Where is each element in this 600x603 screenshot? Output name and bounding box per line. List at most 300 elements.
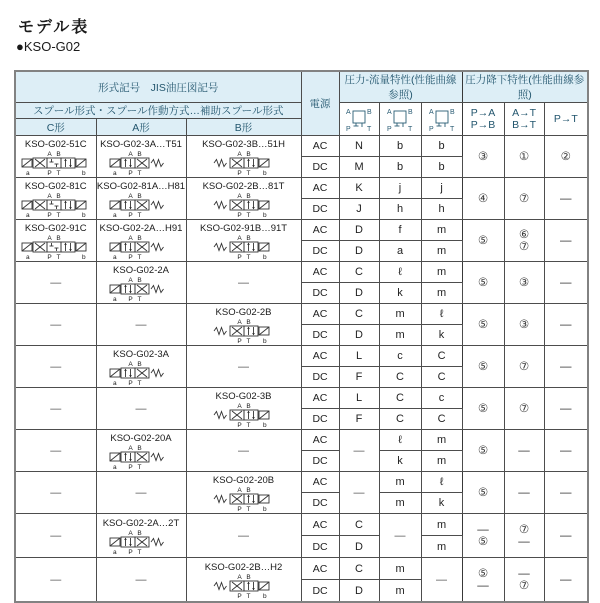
model-code: KSO-G02-2A…H91 [99, 222, 183, 234]
rating-p-to-ab: ⑤ [462, 388, 504, 430]
model-code: KSO-G02-2B…81T [202, 180, 285, 192]
model-cell-a [96, 472, 186, 514]
model-cell-a [96, 388, 186, 430]
model-code: KSO-G02-91C [24, 222, 87, 234]
power-label-dc: DC [301, 493, 339, 514]
svg-text:A: A [128, 360, 133, 368]
value-cell: m [421, 262, 462, 283]
svg-text:b: b [262, 592, 267, 599]
value-cell-merged: — [421, 558, 462, 603]
model-cell-c [15, 514, 96, 558]
svg-text:T: T [246, 337, 251, 344]
rating-ab-to-t: ⑦ [504, 388, 544, 430]
svg-text:B: B [245, 486, 251, 494]
svg-text:T: T [246, 421, 251, 428]
model-cell-a [96, 346, 186, 388]
svg-text:P: P [428, 126, 434, 133]
svg-text:T: T [246, 505, 251, 512]
value-cell: j [379, 178, 421, 199]
svg-text:P: P [387, 126, 392, 133]
empty-dash: — [50, 529, 62, 542]
empty-dash: — [238, 276, 250, 289]
empty-dash: — [238, 444, 250, 457]
empty-dash: — [50, 276, 62, 289]
svg-text:T: T [137, 379, 142, 386]
header-power: 電源 [301, 71, 339, 136]
value-cell-merged: — [379, 514, 421, 558]
svg-text:T: T [137, 253, 142, 260]
model-cell-b [186, 514, 301, 558]
svg-text:B: B [137, 529, 142, 537]
svg-text:B: B [408, 109, 413, 116]
rating-ab-to-t: — [504, 472, 544, 514]
svg-text:b: b [262, 505, 267, 512]
model-code: KSO-G02-81A…H81 [96, 180, 186, 192]
rating-p-to-ab: ④ [462, 178, 504, 220]
svg-text:A: A [47, 234, 52, 242]
value-cell: b [379, 136, 421, 157]
header-p-to-t: P→T [544, 103, 588, 136]
value-cell: b [421, 136, 462, 157]
empty-dash: — [50, 486, 62, 499]
svg-text:T: T [246, 253, 251, 260]
svg-text:B: B [137, 150, 142, 158]
header-col-a: A形 [96, 119, 186, 136]
rating-p-to-t: — [544, 430, 588, 472]
rating-p-to-ab: ⑤ [462, 346, 504, 388]
svg-text:T: T [408, 126, 413, 133]
rating-p-to-t: — [544, 514, 588, 558]
svg-text:B: B [245, 192, 251, 200]
svg-text:B: B [245, 573, 251, 581]
svg-text:T: T [137, 463, 142, 470]
value-cell: ℓ [379, 262, 421, 283]
svg-text:a: a [25, 211, 30, 218]
model-cell-c [15, 430, 96, 472]
model-cell-b [186, 304, 301, 346]
value-cell: c [379, 346, 421, 367]
rating-p-to-ab: ③ [462, 136, 504, 178]
page-title: モデル表 [18, 19, 90, 36]
power-label-ac: AC [301, 178, 339, 199]
value-cell: C [421, 346, 462, 367]
svg-text:B: B [245, 234, 251, 242]
value-cell: D [339, 325, 379, 346]
value-cell: b [421, 157, 462, 178]
svg-text:a: a [113, 463, 117, 470]
model-cell-b [186, 388, 301, 430]
value-cell: K [339, 178, 379, 199]
value-cell: a [379, 241, 421, 262]
svg-text:T: T [56, 253, 61, 260]
model-cell-b [186, 430, 301, 472]
value-cell: k [379, 451, 421, 472]
svg-text:B: B [137, 360, 142, 368]
model-cell-a [96, 178, 186, 220]
value-cell: m [379, 304, 421, 325]
power-label-dc: DC [301, 241, 339, 262]
model-code: KSO-G02-2A…2T [102, 517, 180, 529]
value-cell: J [339, 199, 379, 220]
rating-p-to-t: — [544, 220, 588, 262]
svg-text:P: P [236, 169, 242, 176]
svg-text:P: P [128, 548, 133, 555]
svg-text:A: A [128, 234, 133, 242]
series-subtitle [16, 39, 80, 54]
model-cell-c [15, 558, 96, 603]
value-cell: F [339, 367, 379, 388]
power-label-dc: DC [301, 325, 339, 346]
rating-p-to-ab: ⑤ [462, 304, 504, 346]
power-label-dc: DC [301, 451, 339, 472]
svg-text:B: B [449, 109, 455, 116]
value-cell: C [379, 367, 421, 388]
model-cell-a [96, 430, 186, 472]
rating-ab-to-t: ⑦ — [504, 514, 544, 558]
rating-p-to-t: — [544, 346, 588, 388]
model-cell-b [186, 472, 301, 514]
value-cell: C [339, 304, 379, 325]
svg-text:T: T [367, 126, 372, 133]
header-col-c: C形 [15, 119, 96, 136]
svg-text:P: P [236, 337, 242, 344]
power-label-ac: AC [301, 388, 339, 409]
svg-text:a: a [113, 211, 117, 218]
power-label-dc: DC [301, 199, 339, 220]
model-cell-b [186, 262, 301, 304]
value-cell: h [421, 199, 462, 220]
model-code: KSO-G02-3A [113, 348, 169, 360]
rating-ab-to-t: ⑦ [504, 178, 544, 220]
model-code: KSO-G02-91B…91T [199, 222, 288, 234]
svg-text:a: a [25, 169, 30, 176]
header-ab-to-t [504, 103, 544, 136]
value-cell-merged: — [339, 472, 379, 514]
value-cell: D [339, 283, 379, 304]
rating-ab-to-t: — ⑦ [504, 558, 544, 603]
svg-text:B: B [137, 444, 142, 452]
value-cell: f [379, 220, 421, 241]
model-cell-c [15, 220, 96, 262]
svg-text:b: b [262, 421, 267, 428]
svg-text:b: b [81, 211, 86, 218]
power-label-dc: DC [301, 536, 339, 558]
value-cell: m [421, 451, 462, 472]
model-cell-c [15, 472, 96, 514]
model-cell-c [15, 262, 96, 304]
svg-text:P: P [128, 253, 133, 260]
empty-dash: — [135, 573, 147, 586]
value-cell: C [339, 558, 379, 580]
value-cell: m [421, 514, 462, 536]
svg-text:b: b [262, 337, 267, 344]
svg-text:A: A [387, 109, 392, 116]
value-cell: L [339, 346, 379, 367]
svg-text:B: B [56, 234, 61, 242]
value-cell: F [339, 409, 379, 430]
model-cell-b [186, 558, 301, 603]
valve-symbol-icon [379, 103, 421, 136]
svg-text:A: A [236, 192, 242, 200]
svg-text:a: a [113, 295, 117, 302]
rating-ab-to-t: ⑥ ⑦ [504, 220, 544, 262]
svg-text:A: A [128, 192, 133, 200]
power-label-dc: DC [301, 283, 339, 304]
rating-ab-to-t: ③ [504, 262, 544, 304]
model-cell-a [96, 262, 186, 304]
empty-dash: — [50, 402, 62, 415]
value-cell: m [379, 325, 421, 346]
svg-text:P: P [128, 463, 133, 470]
model-cell-a [96, 304, 186, 346]
svg-text:B: B [245, 402, 251, 410]
model-code: KSO-G02-2B…H2 [204, 561, 283, 573]
model-cell-c [15, 388, 96, 430]
model-cell-b [186, 178, 301, 220]
svg-text:B: B [137, 234, 142, 242]
model-cell-a [96, 558, 186, 603]
svg-text:b: b [81, 253, 86, 260]
rating-ab-to-t: — [504, 430, 544, 472]
value-cell: m [421, 241, 462, 262]
power-label-ac: AC [301, 558, 339, 580]
svg-text:b: b [262, 211, 267, 218]
svg-text:a: a [113, 253, 117, 260]
svg-text:T: T [246, 211, 251, 218]
header-flow-group: 圧力-流量特性(性能曲線参照) [339, 71, 462, 103]
empty-dash: — [135, 402, 147, 415]
header-col-b: B形 [186, 119, 301, 136]
value-cell: L [339, 388, 379, 409]
svg-text:A: A [128, 529, 133, 537]
value-cell: ℓ [379, 430, 421, 451]
model-code: KSO-G02-3B [215, 390, 272, 402]
value-cell: C [379, 409, 421, 430]
rating-p-to-ab: ⑤ [462, 220, 504, 262]
value-cell: D [339, 241, 379, 262]
series-label: KSO-G02 [23, 39, 81, 54]
svg-text:P: P [236, 592, 242, 599]
svg-text:B: B [56, 150, 61, 158]
svg-text:P: P [47, 211, 52, 218]
rating-p-to-ab: — ⑤ [462, 514, 504, 558]
svg-text:B: B [367, 109, 372, 116]
svg-text:P: P [236, 211, 242, 218]
model-cell-a [96, 220, 186, 262]
model-table [14, 70, 589, 603]
model-cell-c [15, 178, 96, 220]
power-label-dc: DC [301, 580, 339, 603]
rating-p-to-ab: ⑤ [462, 430, 504, 472]
svg-text:A: A [47, 192, 52, 200]
svg-text:a: a [113, 548, 117, 555]
header-b-to-t: B→T [512, 119, 536, 131]
svg-text:T: T [56, 169, 61, 176]
model-cell-c [15, 304, 96, 346]
svg-text:b: b [81, 169, 86, 176]
svg-text:B: B [245, 150, 251, 158]
value-cell: m [421, 220, 462, 241]
power-label-ac: AC [301, 304, 339, 325]
valve-symbol-icon [421, 103, 462, 136]
model-cell-b [186, 136, 301, 178]
empty-dash: — [50, 318, 62, 331]
value-cell: C [339, 514, 379, 536]
power-label-dc: DC [301, 409, 339, 430]
header-a-to-t: A→T [512, 107, 536, 119]
value-cell: k [421, 493, 462, 514]
svg-text:A: A [236, 318, 242, 326]
valve-symbol-icon [339, 103, 379, 136]
svg-text:A: A [428, 109, 434, 116]
svg-text:A: A [128, 150, 133, 158]
value-cell: C [421, 367, 462, 388]
value-cell: D [339, 580, 379, 603]
empty-dash: — [135, 318, 147, 331]
svg-text:A: A [236, 234, 242, 242]
svg-text:a: a [113, 379, 117, 386]
value-cell: ℓ [421, 304, 462, 325]
rating-ab-to-t: ⑦ [504, 346, 544, 388]
rating-p-to-t: — [544, 304, 588, 346]
rating-p-to-t: ② [544, 136, 588, 178]
svg-text:A: A [236, 402, 242, 410]
svg-text:B: B [56, 192, 61, 200]
model-code: KSO-G02-3A…T51 [100, 138, 182, 150]
value-cell: m [379, 558, 421, 580]
svg-text:T: T [246, 592, 251, 599]
empty-dash: — [50, 360, 62, 373]
value-cell: k [379, 283, 421, 304]
power-label-ac: AC [301, 220, 339, 241]
model-cell-b [186, 346, 301, 388]
value-cell: D [339, 220, 379, 241]
model-cell-b [186, 220, 301, 262]
value-cell: c [421, 388, 462, 409]
svg-text:P: P [128, 211, 133, 218]
rating-p-to-ab: ⑤ [462, 262, 504, 304]
model-cell-c [15, 136, 96, 178]
power-label-ac: AC [301, 136, 339, 157]
svg-text:T: T [137, 169, 142, 176]
model-code: KSO-G02-81C [24, 180, 87, 192]
value-cell: b [379, 157, 421, 178]
model-code: KSO-G02-2A [113, 264, 169, 276]
value-cell: M [339, 157, 379, 178]
value-cell: m [421, 430, 462, 451]
bullet-icon: ● [16, 39, 24, 54]
svg-text:A: A [47, 150, 52, 158]
svg-text:A: A [128, 276, 133, 284]
value-cell: m [379, 580, 421, 603]
rating-p-to-t: — [544, 558, 588, 603]
value-cell: m [379, 472, 421, 493]
svg-text:P: P [236, 505, 242, 512]
empty-dash: — [238, 360, 250, 373]
svg-text:P: P [128, 379, 133, 386]
model-code: KSO-G02-51C [24, 138, 87, 150]
svg-text:A: A [236, 486, 242, 494]
value-cell: j [421, 178, 462, 199]
value-cell-merged: — [339, 430, 379, 472]
model-code: KSO-G02-3B…51H [202, 138, 285, 150]
value-cell: N [339, 136, 379, 157]
svg-text:P: P [236, 253, 242, 260]
rating-p-to-t: — [544, 178, 588, 220]
svg-text:T: T [449, 126, 454, 133]
svg-text:A: A [346, 109, 351, 116]
power-label-ac: AC [301, 346, 339, 367]
svg-text:T: T [137, 548, 142, 555]
power-label-ac: AC [301, 430, 339, 451]
value-cell: ℓ [421, 472, 462, 493]
svg-text:P: P [47, 169, 52, 176]
value-cell: m [379, 493, 421, 514]
value-cell: D [339, 536, 379, 558]
rating-p-to-t: — [544, 388, 588, 430]
power-label-ac: AC [301, 514, 339, 536]
value-cell: h [379, 199, 421, 220]
value-cell: C [339, 262, 379, 283]
value-cell: k [421, 325, 462, 346]
header-model-group: 形式記号 JIS油圧図記号 [15, 71, 301, 103]
model-code: KSO-G02-2B [215, 306, 272, 318]
header-p-to-a: P→A [470, 107, 496, 119]
svg-text:T: T [137, 295, 142, 302]
empty-dash: — [135, 486, 147, 499]
model-code: KSO-G02-20B [212, 474, 275, 486]
svg-text:P: P [346, 126, 351, 133]
rating-p-to-t: — [544, 472, 588, 514]
value-cell: m [421, 536, 462, 558]
svg-text:T: T [137, 211, 142, 218]
svg-text:P: P [236, 421, 242, 428]
rating-ab-to-t: ① [504, 136, 544, 178]
model-cell-a [96, 514, 186, 558]
rating-p-to-ab: ⑤ — [462, 558, 504, 603]
svg-text:A: A [128, 444, 133, 452]
svg-text:b: b [262, 253, 267, 260]
empty-dash: — [50, 444, 62, 457]
svg-text:B: B [245, 318, 251, 326]
power-label-ac: AC [301, 262, 339, 283]
svg-text:B: B [137, 276, 142, 284]
header-p-to-b: P→B [470, 119, 496, 131]
svg-text:T: T [56, 211, 61, 218]
header-drop-group: 圧力降下特性(性能曲線参照) [462, 71, 588, 103]
power-label-dc: DC [301, 157, 339, 178]
power-label-dc: DC [301, 367, 339, 388]
power-label-ac: AC [301, 472, 339, 493]
svg-text:A: A [236, 573, 242, 581]
svg-text:a: a [25, 253, 30, 260]
model-cell-a [96, 136, 186, 178]
empty-dash: — [50, 573, 62, 586]
value-cell: C [421, 409, 462, 430]
svg-text:B: B [137, 192, 142, 200]
svg-text:b: b [262, 169, 267, 176]
svg-text:A: A [236, 150, 242, 158]
empty-dash: — [238, 529, 250, 542]
svg-text:P: P [47, 253, 52, 260]
rating-p-to-t: — [544, 262, 588, 304]
value-cell: C [379, 388, 421, 409]
value-cell: m [421, 283, 462, 304]
rating-p-to-ab: ⑤ [462, 472, 504, 514]
svg-text:P: P [128, 169, 133, 176]
svg-text:T: T [246, 169, 251, 176]
header-spool-group: スプール形式・スプール作動方式…補助スプール形式 [15, 103, 301, 119]
